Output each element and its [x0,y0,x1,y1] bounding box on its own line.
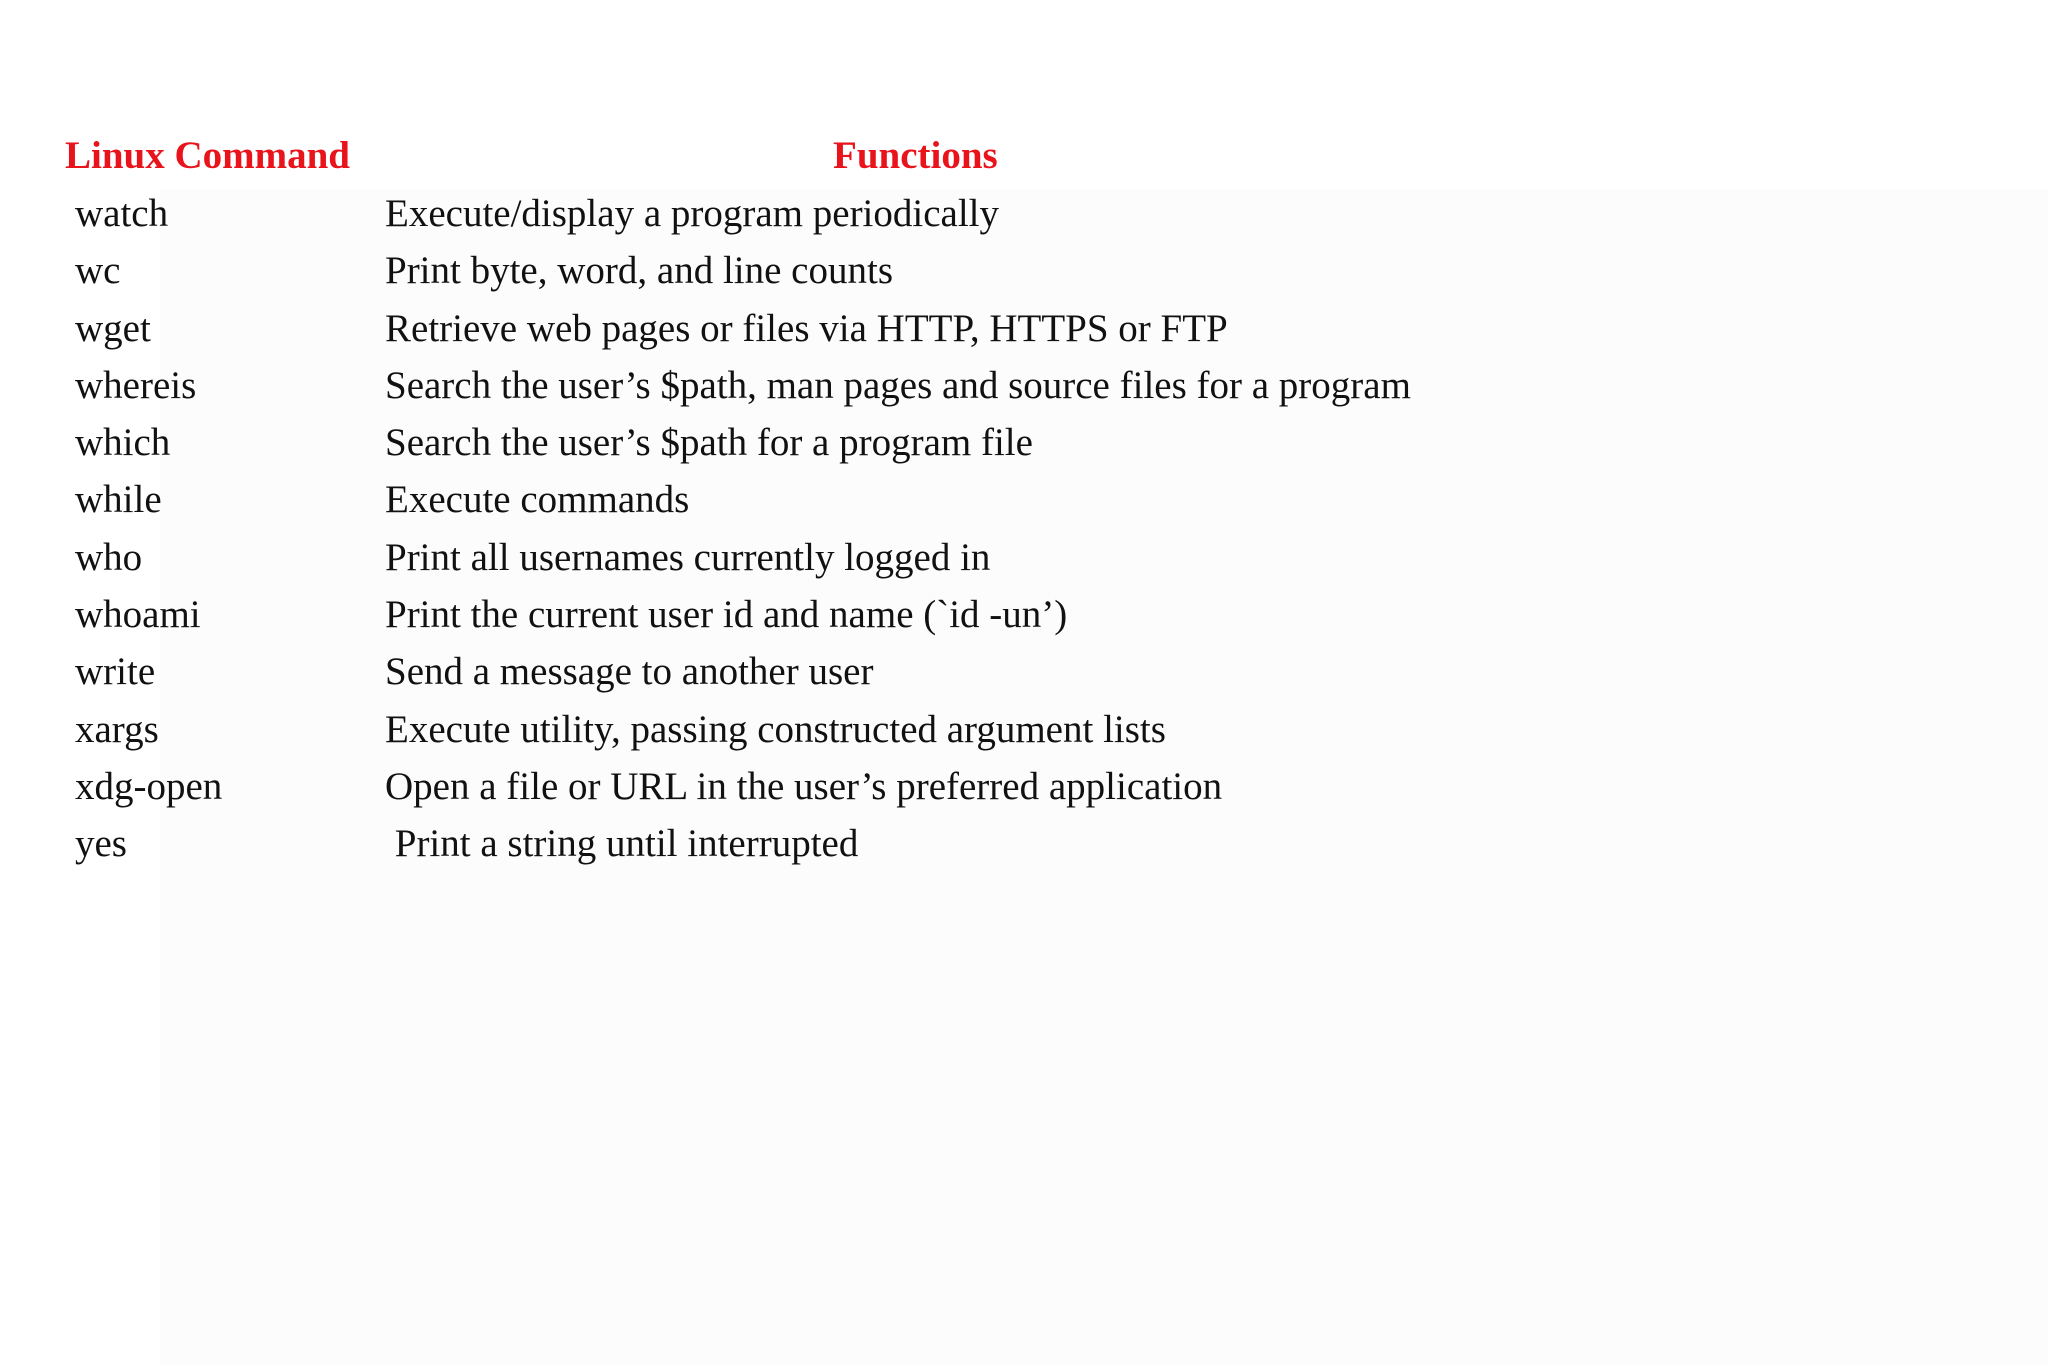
command-name: whoami [75,593,201,637]
header-linux-command: Linux Command [65,134,350,177]
command-name: which [75,421,171,465]
command-name: while [75,478,162,522]
command-function: Search the user’s $path for a program file [385,421,1033,465]
command-function: Search the user’s $path, man pages and source files for a program [385,363,1411,407]
command-function: Print byte, word, and line counts [385,249,894,293]
table-row [0,414,2048,471]
command-function: Execute/display a program periodically [385,192,1000,235]
table-row [0,357,2048,414]
table-row [0,242,2048,299]
command-list [0,185,2048,873]
table-row [0,471,2048,528]
command-function: Open a file or URL in the user’s preferred application [385,764,1223,808]
header-functions: Functions [833,134,998,177]
command-function: Print a string until interrupted [385,822,859,866]
command-name: wc [75,249,121,293]
command-function: Print all usernames currently logged in [385,535,991,579]
command-name: watch [75,192,169,235]
command-function: Execute commands [385,478,690,522]
table-row [0,300,2048,357]
command-name: write [75,650,156,694]
command-name: xdg-open [75,764,223,808]
command-function: Send a message to another user [385,650,874,694]
table-row [0,701,2048,758]
table-row [0,815,2048,872]
command-name: xargs [75,707,159,751]
table-row [0,185,2048,242]
command-function: Retrieve web pages or files via HTTP, HTTPS or FTP [385,306,1228,350]
command-function: Execute utility, passing constructed argument lists [385,707,1166,751]
table-row [0,586,2048,643]
table-row [0,643,2048,700]
command-function: Print the current user id and name (`id -un’) [385,593,1068,637]
command-name: yes [75,822,127,866]
command-name: wget [75,306,151,350]
command-name: who [75,535,143,579]
table-header-row [0,130,2048,182]
table-row [0,529,2048,586]
command-name: whereis [75,363,197,407]
table-row [0,758,2048,815]
